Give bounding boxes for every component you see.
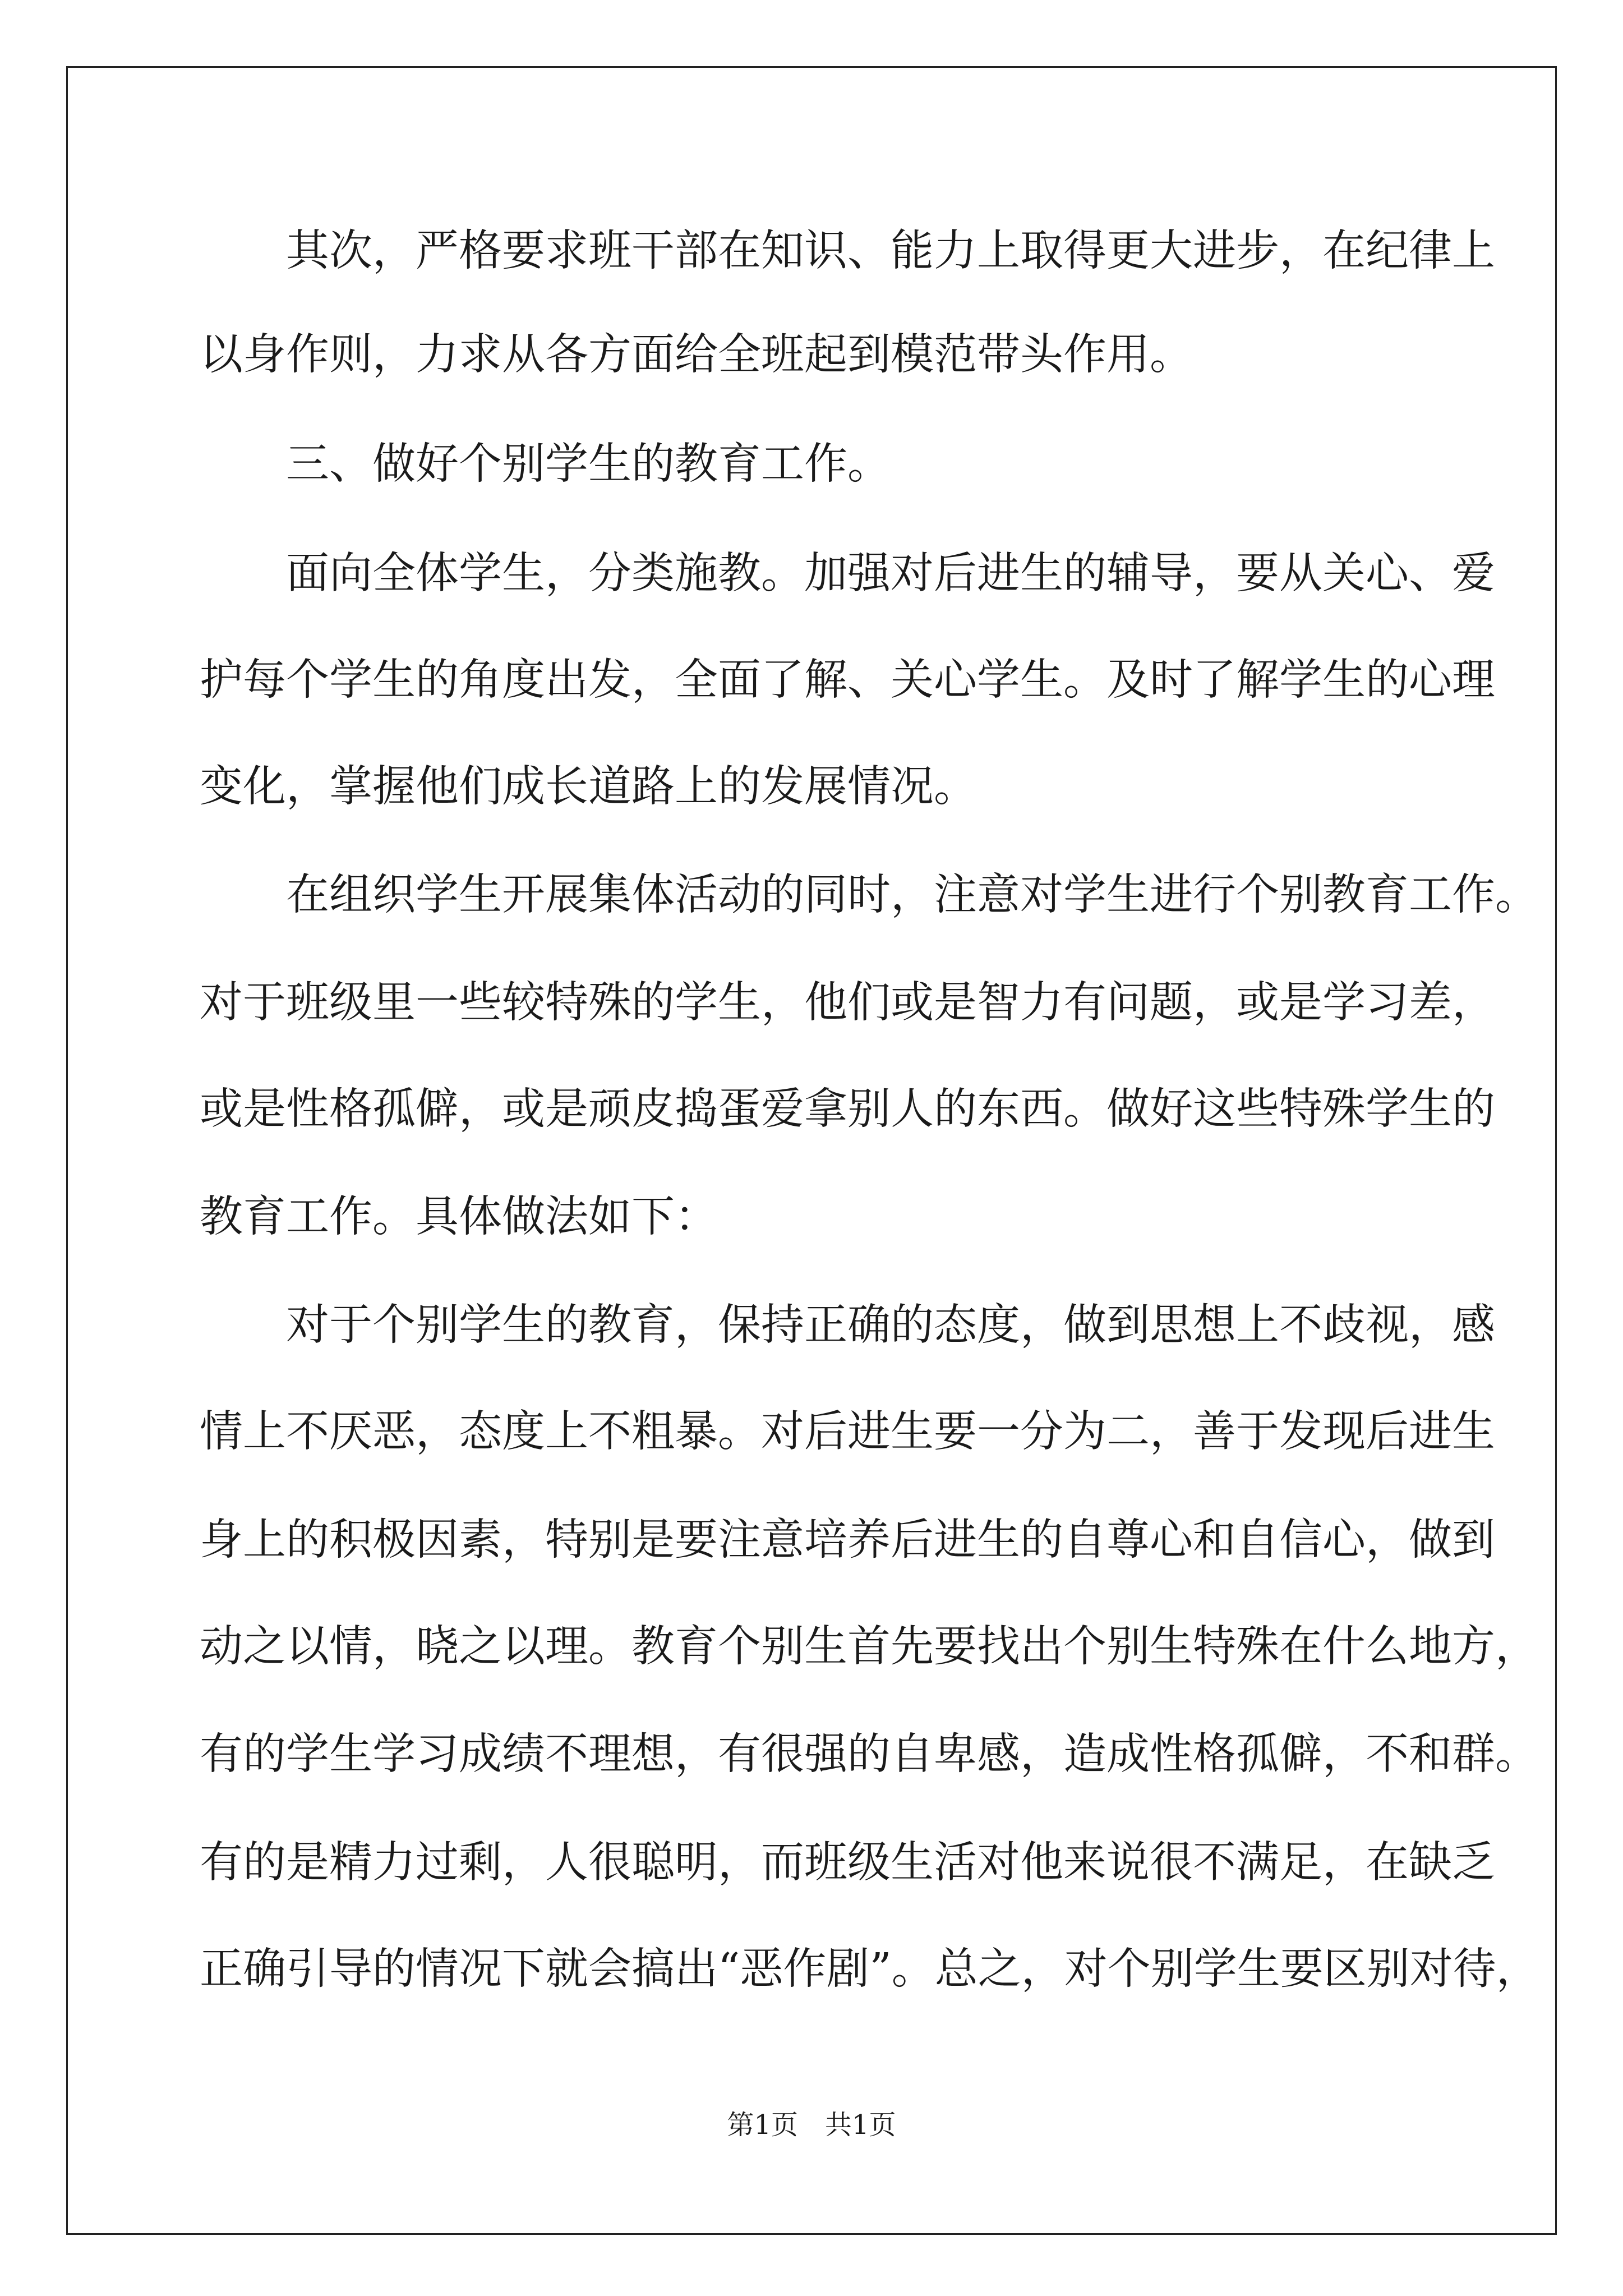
text-line: 情上不厌恶，态度上不粗暴。对后进生要一分为二，善于发现后进生: [200, 1407, 1495, 1457]
text-line: 护每个学生的角度出发，全面了解、关心学生。及时了解学生的心理: [200, 655, 1495, 705]
text-line: 或是性格孤僻，或是顽皮捣蛋爱拿别人的东西。做好这些特殊学生的: [200, 1084, 1495, 1134]
text-line: 有的学生学习成绩不理想，有很强的自卑感，造成性格孤僻，不和群。: [200, 1729, 1538, 1779]
page-footer: [0, 2108, 1623, 2142]
text-line: 有的是精力过剩，人很聪明，而班级生活对他来说很不满足，在缺乏: [200, 1838, 1495, 1888]
page-border: [66, 66, 1557, 2235]
text-line: 动之以情，晓之以理。教育个别生首先要找出个别生特殊在什么地方，: [200, 1622, 1538, 1672]
text-line: 对于个别学生的教育，保持正确的态度，做到思想上不歧视，感: [200, 1300, 1495, 1350]
text-line: 正确引导的情况下就会搞出“恶作剧”。总之，对个别学生要区别对待，: [200, 1944, 1539, 1994]
text-line: 变化，掌握他们成长道路上的发展情况。: [200, 762, 977, 812]
page-number: 第1页 共1页: [727, 2109, 896, 2141]
text-line: 对于班级里一些较特殊的学生，他们或是智力有问题，或是学习差，: [200, 978, 1495, 1028]
text-line: 面向全体学生，分类施教。加强对后进生的辅导，要从关心、爱: [200, 549, 1495, 599]
text-line: 教育工作。具体做法如下：: [200, 1192, 718, 1242]
text-line: 在组织学生开展集体活动的同时，注意对学生进行个别教育工作。: [200, 870, 1538, 920]
text-line: 其次，严格要求班干部在知识、能力上取得更大进步，在纪律上: [200, 226, 1495, 276]
text-line: 身上的积极因素，特别是要注意培养后进生的自尊心和自信心，做到: [200, 1515, 1495, 1565]
text-line: 以身作则，力求从各方面给全班起到模范带头作用。: [200, 330, 1193, 380]
text-line: 三、做好个别学生的教育工作。: [200, 439, 891, 489]
